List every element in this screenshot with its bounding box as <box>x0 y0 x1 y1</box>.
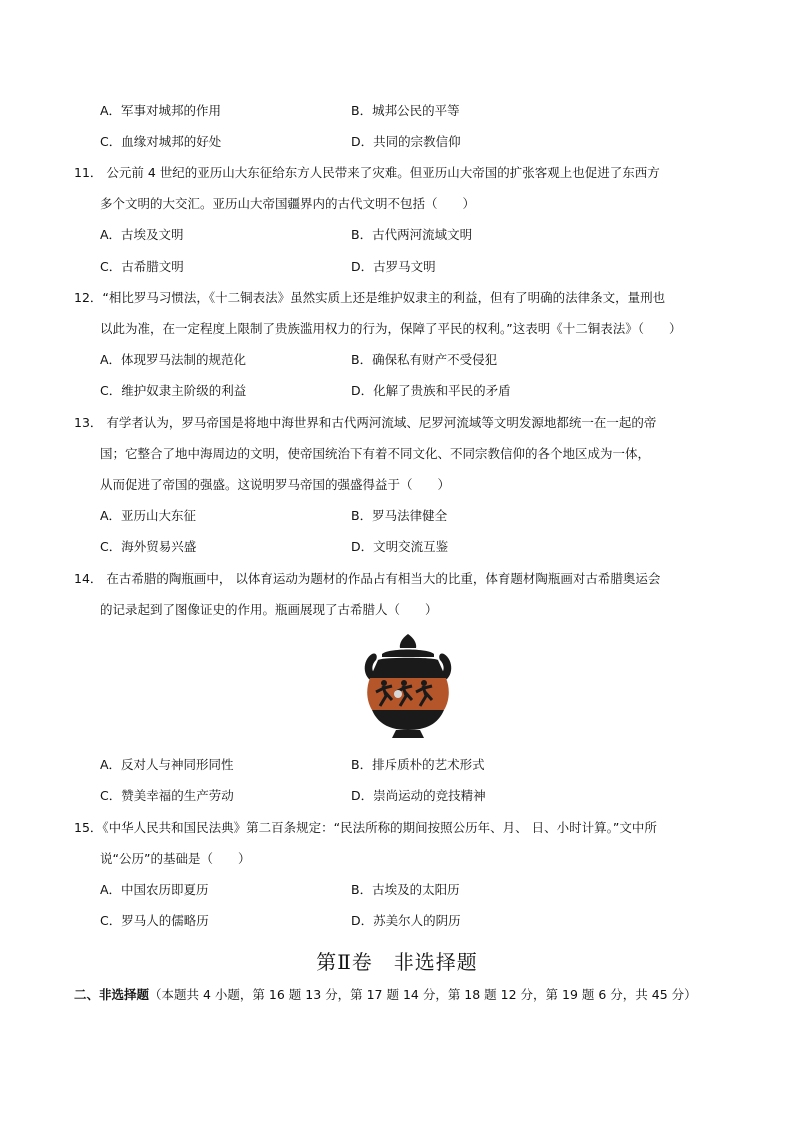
q14-option-d: D．崇尚运动的竞技精神 <box>351 788 486 803</box>
q13-option-a: A．亚历山大东征 <box>100 508 197 523</box>
q10-option-a: A．军事对城邦的作用 <box>100 103 222 118</box>
q15-option-d: D．苏美尔人的阴历 <box>351 913 461 928</box>
q10-option-b: B．城邦公民的平等 <box>351 103 460 118</box>
q12-stem-line1: 12．“相比罗马习惯法，《十二铜表法》虽然实质上还是维护奴隶主的利益，但有了明确的法律条文，量刑也 <box>74 290 666 305</box>
q11-stem-line2: 多个文明的大交汇。亚历山大帝国疆界内的古代文明不包括（ ） <box>100 196 476 211</box>
vase-lower-body <box>372 710 444 730</box>
q15-stem-line2: 说“公历”的基础是（ ） <box>100 851 251 866</box>
q13-option-d: D．文明交流互鉴 <box>351 539 449 554</box>
greek-vase-image <box>352 630 464 742</box>
q13-option-c: C．海外贸易兴盛 <box>100 539 197 554</box>
q10-option-d: D．共同的宗教信仰 <box>351 134 461 149</box>
q14-option-b: B．排斥质朴的艺术形式 <box>351 757 485 772</box>
q13-stem-line1: 13． 有学者认为，罗马帝国是将地中海世界和古代两河流域、尼罗河流域等文明发源地都统一在一起的帝 <box>74 415 657 430</box>
q13-option-b: B．罗马法律健全 <box>351 508 448 523</box>
q12-option-a: A．体现罗马法制的规范化 <box>100 352 247 367</box>
part2-heading-label: 二、非选择题 <box>74 987 150 1002</box>
q15-option-a: A．中国农历即夏历 <box>100 882 209 897</box>
q14-option-a: A．反对人与神同形同性 <box>100 757 234 772</box>
part2-heading-detail: （本题共 4 小题，第 16 题 13 分，第 17 题 14 分，第 18 题 12 分，第 19 题 6 分，共 45 分） <box>149 987 697 1002</box>
q12-option-b: B．确保私有财产不受侵犯 <box>351 352 498 367</box>
q15-stem-line1: 15．《中华人民共和国民法典》第二百条规定：“民法所称的期间按照公历年、月、 日、小时计算。”文中所 <box>74 820 657 835</box>
q11-option-b: B．古代两河流域文明 <box>351 227 473 242</box>
q12-option-d: D．化解了贵族和平民的矛盾 <box>351 383 511 398</box>
q12-option-c: C．维护奴隶主阶级的利益 <box>100 383 247 398</box>
vase-shoulder <box>370 658 446 678</box>
part2-title: 第Ⅱ卷 非选择题 <box>316 950 478 974</box>
vase-shield-highlight <box>394 690 402 698</box>
q14-option-c: C．赞美幸福的生产劳动 <box>100 788 234 803</box>
vase-lid-knob <box>400 634 416 648</box>
q14-stem-line2: 的记录起到了图像证史的作用。瓶画展现了古希腊人（ ） <box>100 602 438 617</box>
q11-stem-line1: 11． 公元前 4 世纪的亚历山大东征给东方人民带来了灾难。但亚历山大帝国的扩张客观上也促进了东西方 <box>74 165 660 180</box>
part2-section-heading <box>74 985 697 1003</box>
q15-option-c: C．罗马人的儒略历 <box>100 913 209 928</box>
q13-stem-line3: 从而促进了帝国的强盛。这说明罗马帝国的强盛得益于（ ） <box>100 477 451 492</box>
q10-option-c: C．血缘对城邦的好处 <box>100 134 222 149</box>
q15-option-b: B．古埃及的太阳历 <box>351 882 460 897</box>
q11-option-d: D．古罗马文明 <box>351 259 436 274</box>
vase-lid <box>382 650 434 658</box>
q11-option-c: C．古希腊文明 <box>100 259 184 274</box>
q14-stem-line1: 14． 在古希腊的陶瓶画中， 以体育运动为题材的作品占有相当大的比重，体育题材陶瓶画对古希腊奥运会 <box>74 571 661 586</box>
q11-option-a: A．古埃及文明 <box>100 227 184 242</box>
q12-stem-line2: 以此为准，在一定程度上限制了贵族滥用权力的行为，保障了平民的权利。”这表明《十二铜表法》（ ） <box>100 321 682 336</box>
q13-stem-line2: 国；它整合了地中海周边的文明，使帝国统治下有着不同文化、不同宗教信仰的各个地区成为一体， <box>100 446 651 461</box>
vase-foot <box>392 730 424 738</box>
